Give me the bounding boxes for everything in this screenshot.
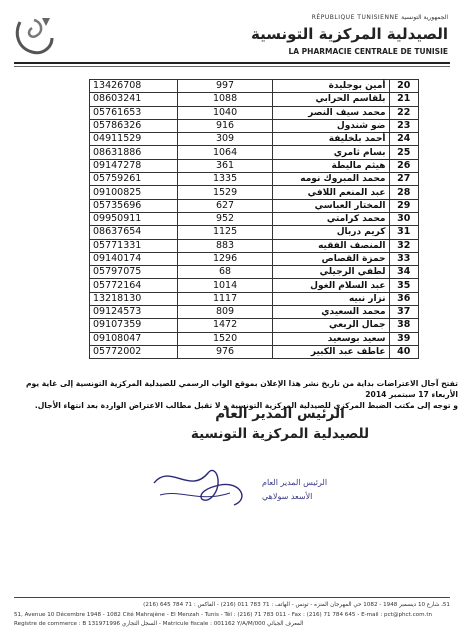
- row-number-cell: 27: [389, 173, 418, 186]
- name-cell: محمد المبروك نومه: [272, 173, 389, 186]
- phone-cell: 05786326: [90, 119, 178, 132]
- candidates-table-body: [90, 80, 419, 359]
- code-cell: 1064: [178, 146, 272, 159]
- code-cell: 952: [178, 212, 272, 225]
- table-row: [90, 146, 419, 159]
- row-number-cell: 35: [389, 279, 418, 292]
- table-row: [90, 212, 419, 225]
- table-row: [90, 106, 419, 119]
- phone-cell: 08631886: [90, 146, 178, 159]
- name-cell: جمال الربعي: [272, 319, 389, 332]
- name-cell: ضو شندول: [272, 119, 389, 132]
- phone-cell: 05759261: [90, 173, 178, 186]
- code-cell: 1117: [178, 292, 272, 305]
- row-number-cell: 32: [389, 239, 418, 252]
- row-number-cell: 38: [389, 319, 418, 332]
- table-row: [90, 292, 419, 305]
- code-cell: 309: [178, 133, 272, 146]
- phone-cell: 08603241: [90, 93, 178, 106]
- code-cell: 361: [178, 159, 272, 172]
- name-cell: المنصف الفقيه: [272, 239, 389, 252]
- name-cell: كريم دربال: [272, 226, 389, 239]
- name-cell: بسام ثامري: [272, 146, 389, 159]
- phone-cell: 13218130: [90, 292, 178, 305]
- notice-line-2: و توجه إلى مكتب الضبط المركزي للصيدلية المركزية التونسية و لا تقبل مطالب الاعتراض الواردة بعد انتهاء الأجال.: [34, 401, 458, 410]
- row-number-cell: 37: [389, 306, 418, 319]
- stamp-line-1: الرئيس المدير العام: [262, 478, 328, 487]
- table-row: [90, 80, 419, 93]
- phone-cell: 05772002: [90, 345, 178, 358]
- code-cell: 809: [178, 306, 272, 319]
- table-row: [90, 159, 419, 172]
- phone-cell: 09124573: [90, 306, 178, 319]
- org-title-french: LA PHARMACIE CENTRALE DE TUNISIE: [288, 47, 448, 56]
- table-row: [90, 252, 419, 265]
- name-cell: أمين بوجليدة: [272, 80, 389, 93]
- code-cell: 68: [178, 266, 272, 279]
- table-row: [90, 133, 419, 146]
- phone-cell: 05735696: [90, 199, 178, 212]
- phone-cell: 09140174: [90, 252, 178, 265]
- table-row: [90, 279, 419, 292]
- phone-cell: 09100825: [90, 186, 178, 199]
- row-number-cell: 30: [389, 212, 418, 225]
- table-row: [90, 319, 419, 332]
- row-number-cell: 29: [389, 199, 418, 212]
- row-number-cell: 31: [389, 226, 418, 239]
- table-row: [90, 119, 419, 132]
- phone-cell: 05772164: [90, 279, 178, 292]
- row-number-cell: 36: [389, 292, 418, 305]
- code-cell: 1335: [178, 173, 272, 186]
- table-row: [90, 332, 419, 345]
- table-row: [90, 173, 419, 186]
- phone-cell: 05797075: [90, 266, 178, 279]
- row-number-cell: 33: [389, 252, 418, 265]
- row-number-cell: 24: [389, 133, 418, 146]
- signature-stamp: [150, 455, 328, 530]
- name-cell: بلقاسم الحرابي: [272, 93, 389, 106]
- code-cell: 1125: [178, 226, 272, 239]
- row-number-cell: 25: [389, 146, 418, 159]
- name-cell: محمد كرامتي: [272, 212, 389, 225]
- name-cell: سعيد بوسعيد: [272, 332, 389, 345]
- republic-line: RÉPUBLIQUE TUNISIENNE الجمهورية التونسية: [311, 14, 448, 21]
- name-cell: حمزة القصاص: [272, 252, 389, 265]
- stamp-line-2: الأسعد سولاهي: [262, 492, 313, 501]
- signatory-title: [150, 404, 410, 444]
- phone-cell: 09108047: [90, 332, 178, 345]
- header-divider: [14, 62, 450, 64]
- code-cell: 1472: [178, 319, 272, 332]
- row-number-cell: 23: [389, 119, 418, 132]
- phone-cell: 05771331: [90, 239, 178, 252]
- row-number-cell: 39: [389, 332, 418, 345]
- code-cell: 1296: [178, 252, 272, 265]
- name-cell: عبد السلام الغول: [272, 279, 389, 292]
- code-cell: 976: [178, 345, 272, 358]
- phone-cell: 13426708: [90, 80, 178, 93]
- table-row: [90, 199, 419, 212]
- code-cell: 627: [178, 199, 272, 212]
- code-cell: 916: [178, 119, 272, 132]
- code-cell: 883: [178, 239, 272, 252]
- footer-registry: Registre de commerce : B 131971996 السجل التجاري - Matricule fiscale : 001162 Y/A/M/000 المعرف الجبائي: [14, 621, 304, 627]
- notice-line-1: تفتح آجال الاعتراضات بداية من تاريخ نشر هذا الإعلان بموقع الواب الرسمي للصيدلية المركزية التونسية إلى غاية يوم الأربعاء 17 سبتمبر 2014: [25, 379, 458, 399]
- footer-address-arabic: 51، شارع 10 ديسمبر 1948 - 1082 حي المهرجان المنزه - تونس - الهاتف : 71 783 011 (216) - الفاكس : 71 784 645 (216): [143, 602, 450, 608]
- name-cell: لطفي الرجيلي: [272, 266, 389, 279]
- org-title-arabic: الصيدلية المركزية التونسية: [251, 25, 448, 43]
- code-cell: 1014: [178, 279, 272, 292]
- row-number-cell: 40: [389, 345, 418, 358]
- row-number-cell: 21: [389, 93, 418, 106]
- table-row: [90, 226, 419, 239]
- phone-cell: 08637654: [90, 226, 178, 239]
- pharmacie-logo: [12, 14, 58, 58]
- code-cell: 997: [178, 80, 272, 93]
- row-number-cell: 26: [389, 159, 418, 172]
- row-number-cell: 20: [389, 80, 418, 93]
- name-cell: نزار نبيه: [272, 292, 389, 305]
- table-row: [90, 306, 419, 319]
- row-number-cell: 34: [389, 266, 418, 279]
- name-cell: عاطف عبد الكبير: [272, 345, 389, 358]
- table-row: [90, 239, 419, 252]
- signatory-line-2: للصيدلية المركزية التونسية: [190, 426, 370, 442]
- header-divider-thin: [14, 66, 450, 67]
- footer-divider: [14, 597, 450, 598]
- phone-cell: 09107359: [90, 319, 178, 332]
- row-number-cell: 22: [389, 106, 418, 119]
- phone-cell: 09950911: [90, 212, 178, 225]
- table-row: [90, 266, 419, 279]
- phone-cell: 05761653: [90, 106, 178, 119]
- name-cell: هيثم ماليطة: [272, 159, 389, 172]
- table-row: [90, 186, 419, 199]
- table-row: [90, 345, 419, 358]
- code-cell: 1088: [178, 93, 272, 106]
- code-cell: 1529: [178, 186, 272, 199]
- name-cell: محمد سيف النصر: [272, 106, 389, 119]
- table-row: [90, 93, 419, 106]
- name-cell: عبد المنعم اللافي: [272, 186, 389, 199]
- phone-cell: 09147278: [90, 159, 178, 172]
- candidates-table: [89, 79, 419, 359]
- signatory-line-1: الرئيس المدير العام: [215, 406, 345, 422]
- footer-address-french: 51, Avenue 10 Décembre 1948 - 1082 Cité Mahrajène - El Menzah - Tunis - Tél : (216) 71 783 011 - Fax : (216) 71 784 645 - E-mail : pct@phct.com.tn: [14, 612, 433, 618]
- code-cell: 1040: [178, 106, 272, 119]
- code-cell: 1520: [178, 332, 272, 345]
- name-cell: المختار العباسي: [272, 199, 389, 212]
- row-number-cell: 28: [389, 186, 418, 199]
- name-cell: أحمد بلخليفة: [272, 133, 389, 146]
- name-cell: محمد السعيدي: [272, 306, 389, 319]
- phone-cell: 04911529: [90, 133, 178, 146]
